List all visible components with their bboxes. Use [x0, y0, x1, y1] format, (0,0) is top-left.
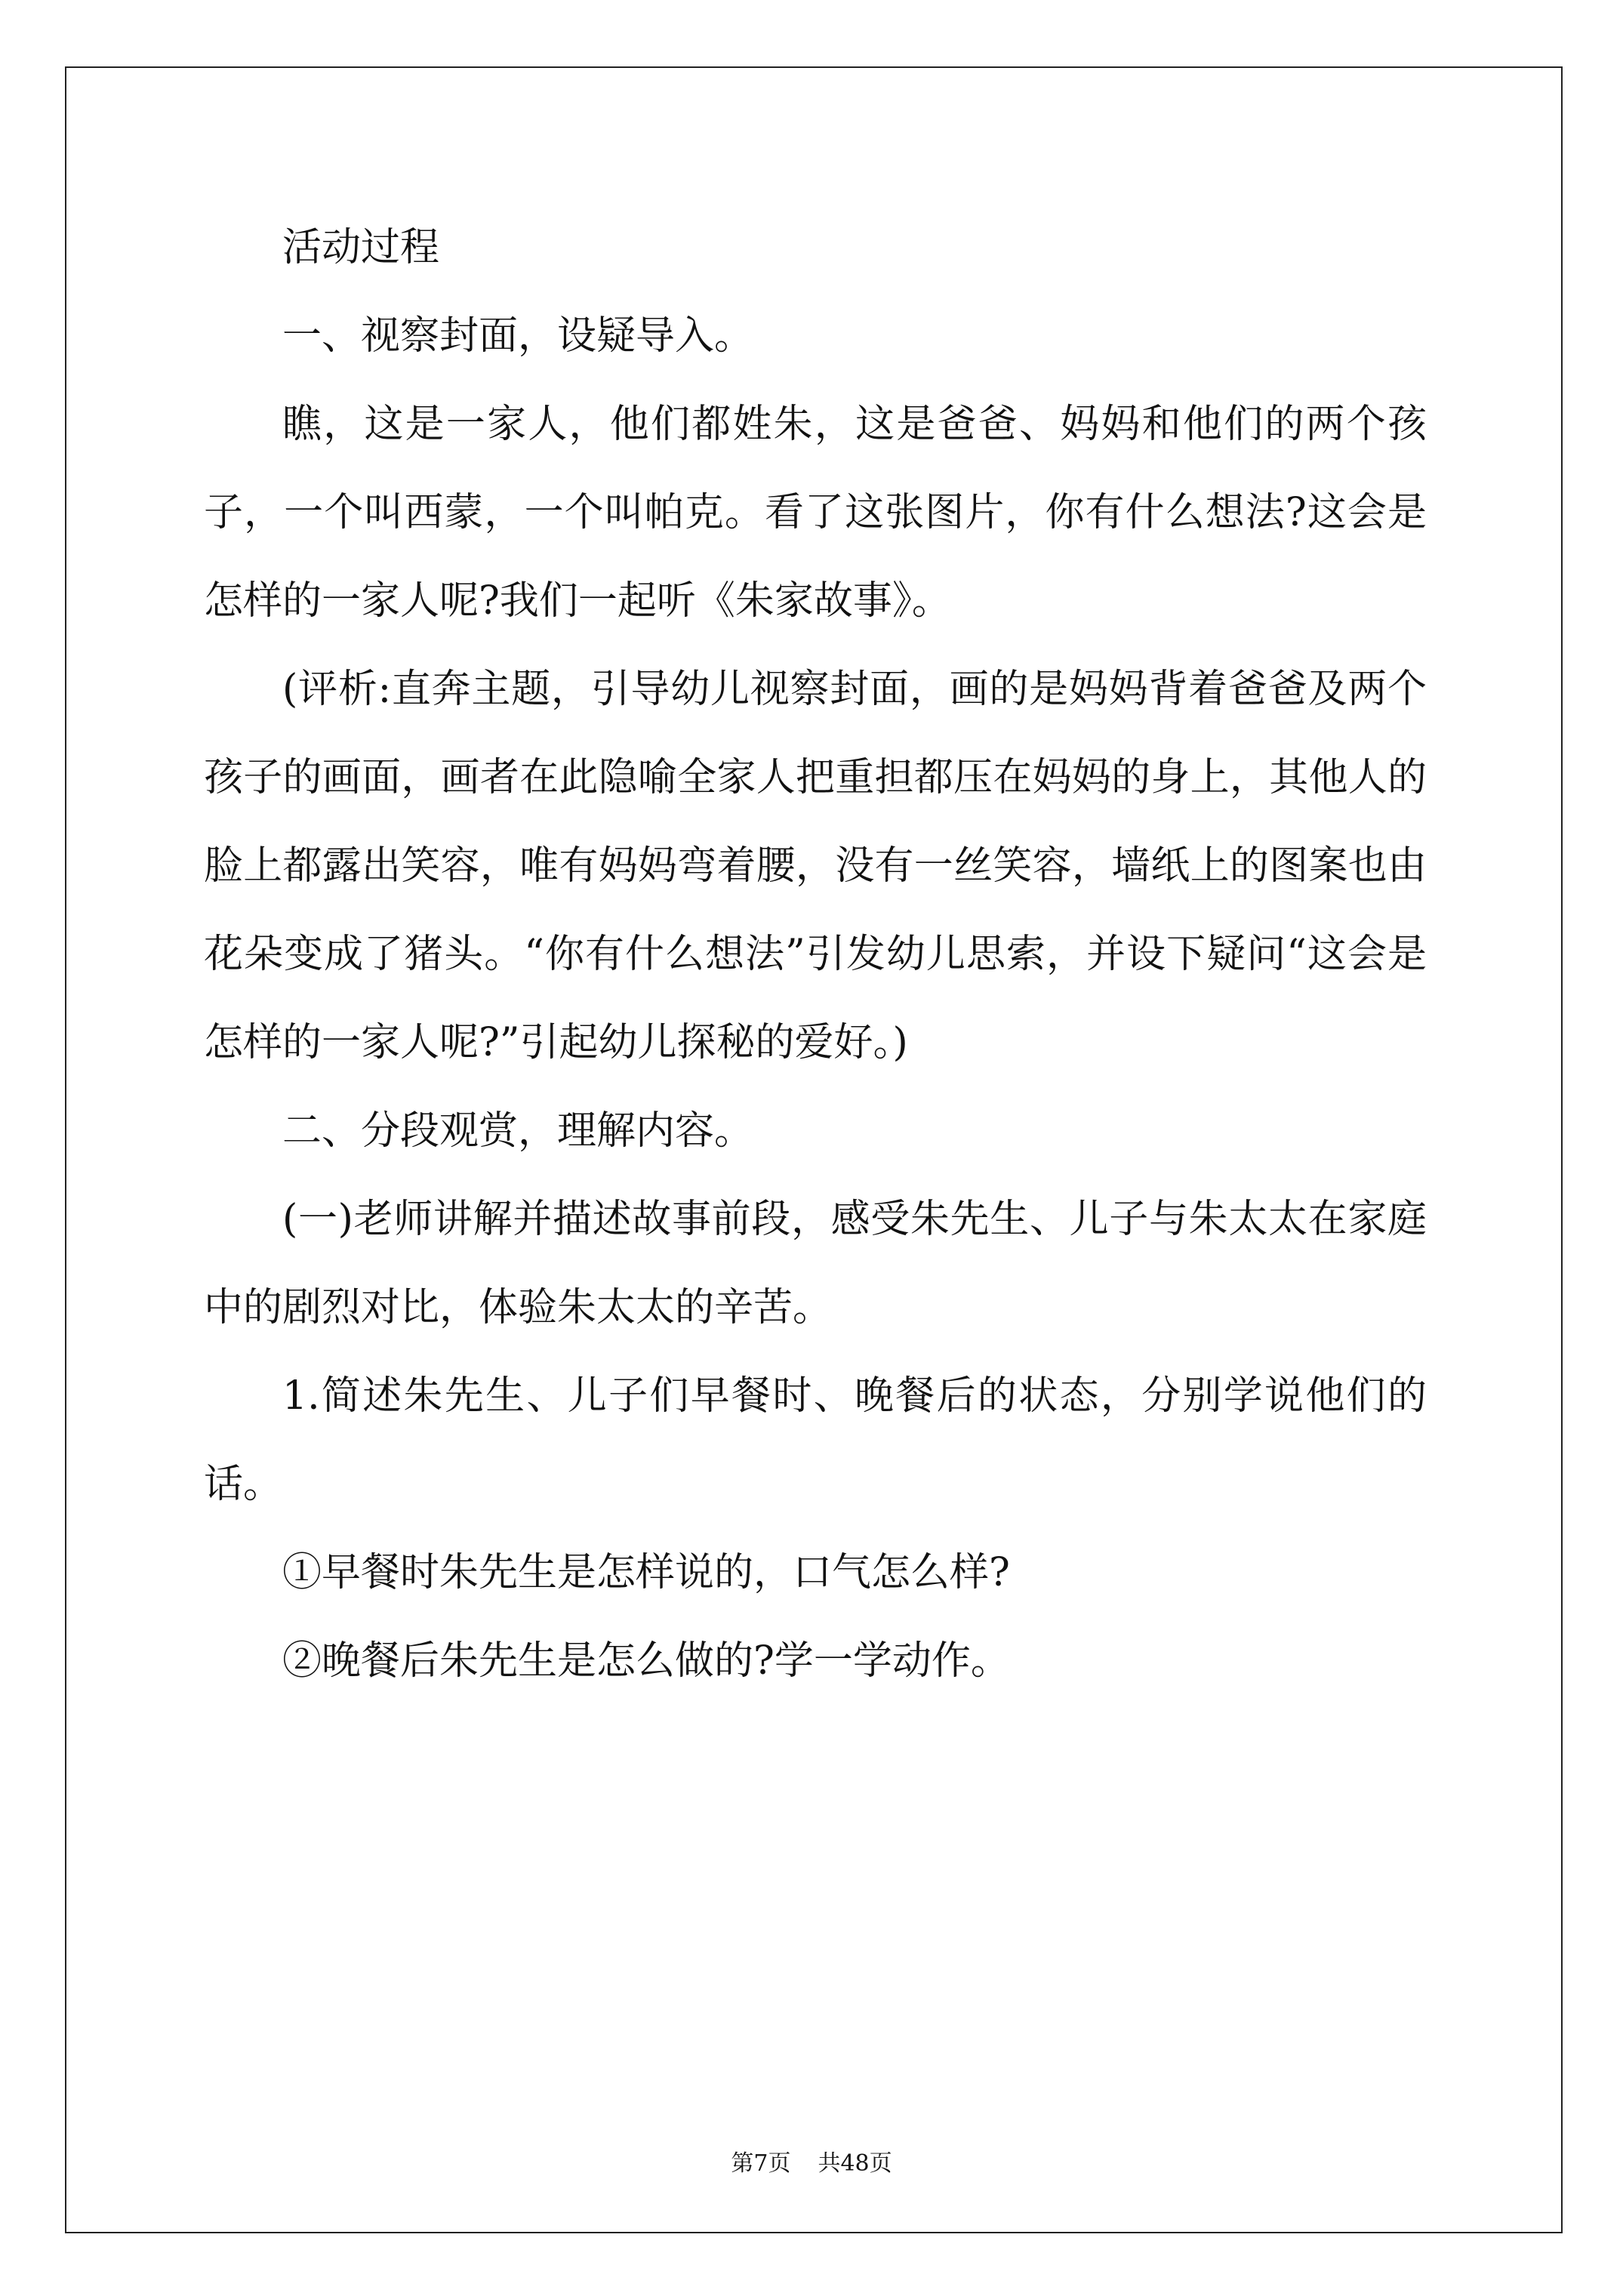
- section-heading-observe-cover: 一、视察封面，设疑导入。: [282, 313, 754, 359]
- paragraph-step-1: 1.简述朱先生、儿子们早餐时、晚餐后的状态，分别学说他们的话。: [204, 1373, 1427, 1507]
- section-heading-segmented-viewing: 二、分段观赏，理解内容。: [282, 1108, 754, 1154]
- paragraph-intro-family: 瞧，这是一家人，他们都姓朱，这是爸爸、妈妈和他们的两个孩子，一个叫西蒙，一个叫帕克。看了这张图片，你有什么想法?这会是怎样的一家人呢?我们一起听《朱家故事》。: [204, 402, 1427, 624]
- page-total: 共48页: [818, 2150, 892, 2177]
- paragraph-teacher-narration: (一)老师讲解并描述故事前段，感受朱先生、儿子与朱太太在家庭中的剧烈对比，体验朱太太的辛苦。: [204, 1197, 1427, 1330]
- document-body: [204, 204, 1427, 1706]
- paragraph-commentary: (评析:直奔主题，引导幼儿视察封面，画的是妈妈背着爸爸及两个孩子的画面，画者在此隐喻全家人把重担都压在妈妈的身上，其他人的脸上都露出笑容，唯有妈妈弯着腰，没有一丝笑容，墙纸上的图案也由花朵变成了猪头。“你有什么想法”引发幼儿思索，并设下疑问“这会是怎样的一家人呢?”引起幼儿探秘的爱好。): [204, 667, 1427, 1065]
- paragraph-question-1: ①早餐时朱先生是怎样说的，口气怎么样?: [282, 1550, 1010, 1595]
- paragraph-question-2: ②晚餐后朱先生是怎么做的?学一学动作。: [282, 1638, 1010, 1684]
- page-footer: [0, 2144, 1623, 2177]
- section-heading-activity-process: 活动过程: [282, 225, 440, 270]
- page-number: 第7页: [731, 2150, 791, 2177]
